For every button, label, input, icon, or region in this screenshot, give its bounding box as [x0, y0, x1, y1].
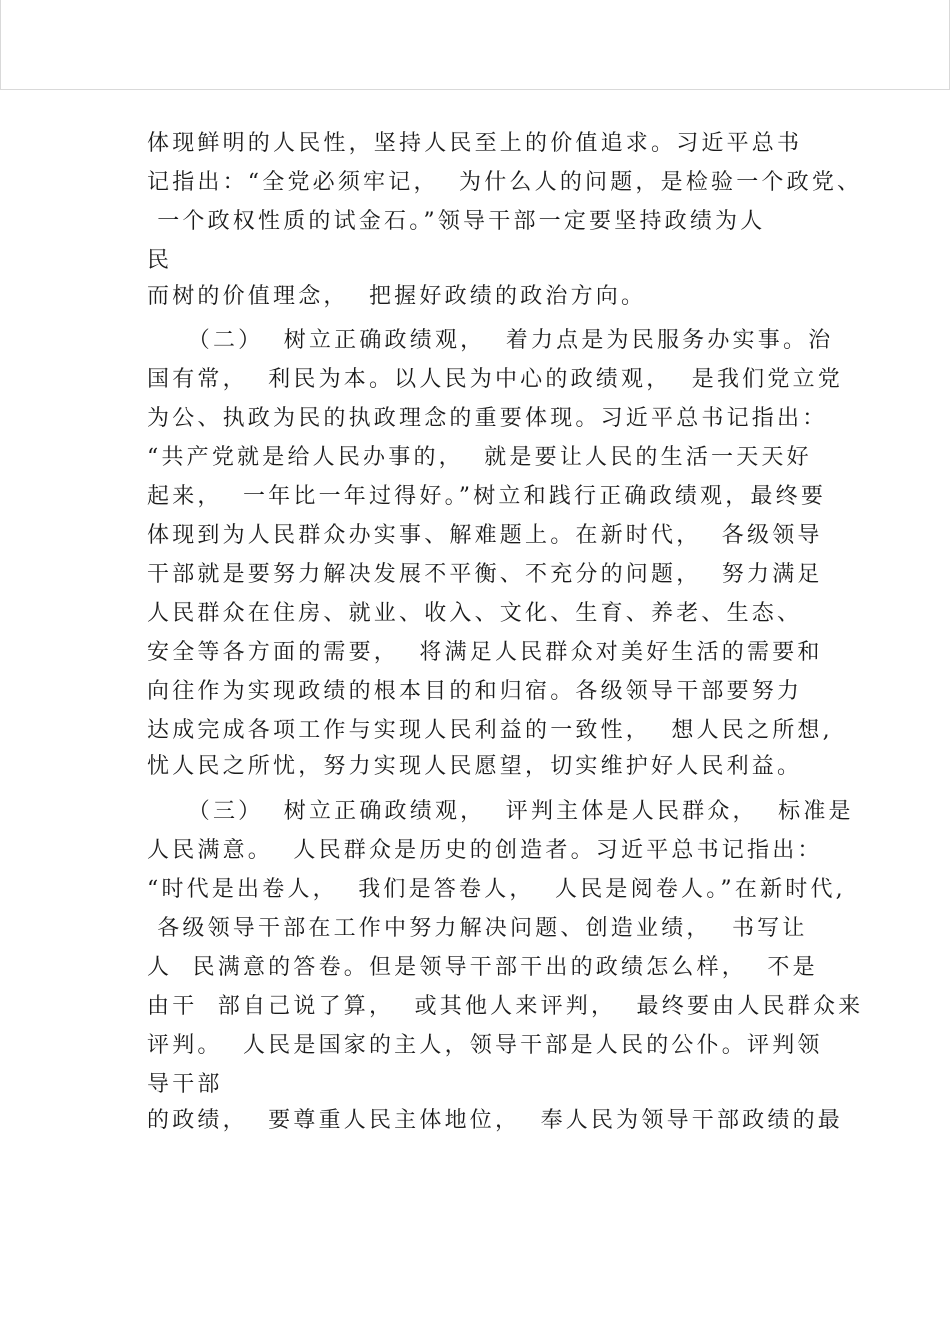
text-line: 而树的价值理念， 把握好政绩的政治方向。: [147, 284, 647, 309]
text-line: 人民满意。 人民群众是历史的创造者。习近平总书记指出：: [147, 838, 823, 863]
text-line: 导干部: [147, 1072, 223, 1097]
text-line: 人民群众在住房、就业、收入、文化、生育、养老、生态、: [147, 601, 803, 626]
text-line: 达成完成各项工作与实现人民利益的一致性， 想人民之所想,: [147, 718, 833, 743]
text-line: 国有常， 利民为本。以人民为中心的政绩观， 是我们党立党: [147, 367, 843, 392]
text-line: 的政绩， 要尊重人民主体地位， 奉人民为领导干部政绩的最: [147, 1108, 843, 1133]
text-line: 体现到为人民群众办实事、解难题上。在新时代， 各级领导: [147, 523, 823, 548]
text-line: 干部就是要努力解决发展不平衡、不充分的问题， 努力满足: [147, 562, 823, 587]
text-line: （二） 树立正确政绩观， 着力点是为民服务办实事。治: [147, 328, 834, 353]
text-line: 由干 部自己说了算， 或其他人来评判， 最终要由人民群众来: [147, 994, 864, 1019]
text-line: “时代是出卷人， 我们是答卷人， 人民是阅卷人。”在新时代,: [147, 877, 846, 902]
text-line: 评判。 人民是国家的主人，领导干部是人民的公仆。评判领: [147, 1033, 823, 1058]
text-line: 各级领导干部在工作中努力解决问题、创造业绩， 书写让: [147, 916, 808, 941]
text-line: 安全等各方面的需要， 将满足人民群众对美好生活的需要和: [147, 640, 823, 665]
text-line: 人 民满意的答卷。但是领导干部干出的政绩怎么样， 不是: [147, 955, 818, 980]
text-line: （三） 树立正确政绩观， 评判主体是人民群众， 标准是: [147, 799, 854, 824]
text-line: 忧人民之所忧，努力实现人民愿望，切实维护好人民利益。: [147, 754, 803, 779]
text-line: 一个政权性质的试金石。”领导干部一定要坚持政绩为人: [147, 209, 766, 234]
text-line: 记指出：“全党必须牢记， 为什么人的问题，是检验一个政党、: [147, 170, 863, 195]
text-line: “共产党就是给人民办事的， 就是要让人民的生活一天天好: [147, 445, 812, 470]
text-line: 体现鲜明的人民性，坚持人民至上的价值追求。习近平总书: [147, 131, 803, 156]
text-line: 起来， 一年比一年过得好。”树立和践行正确政绩观，最终要: [147, 484, 827, 509]
text-line: 向往作为实现政绩的根本目的和归宿。各级领导干部要努力: [147, 679, 803, 704]
text-line: 为公、执政为民的执政理念的重要体现。习近平总书记指出：: [147, 406, 828, 431]
text-line: 民: [147, 248, 173, 273]
